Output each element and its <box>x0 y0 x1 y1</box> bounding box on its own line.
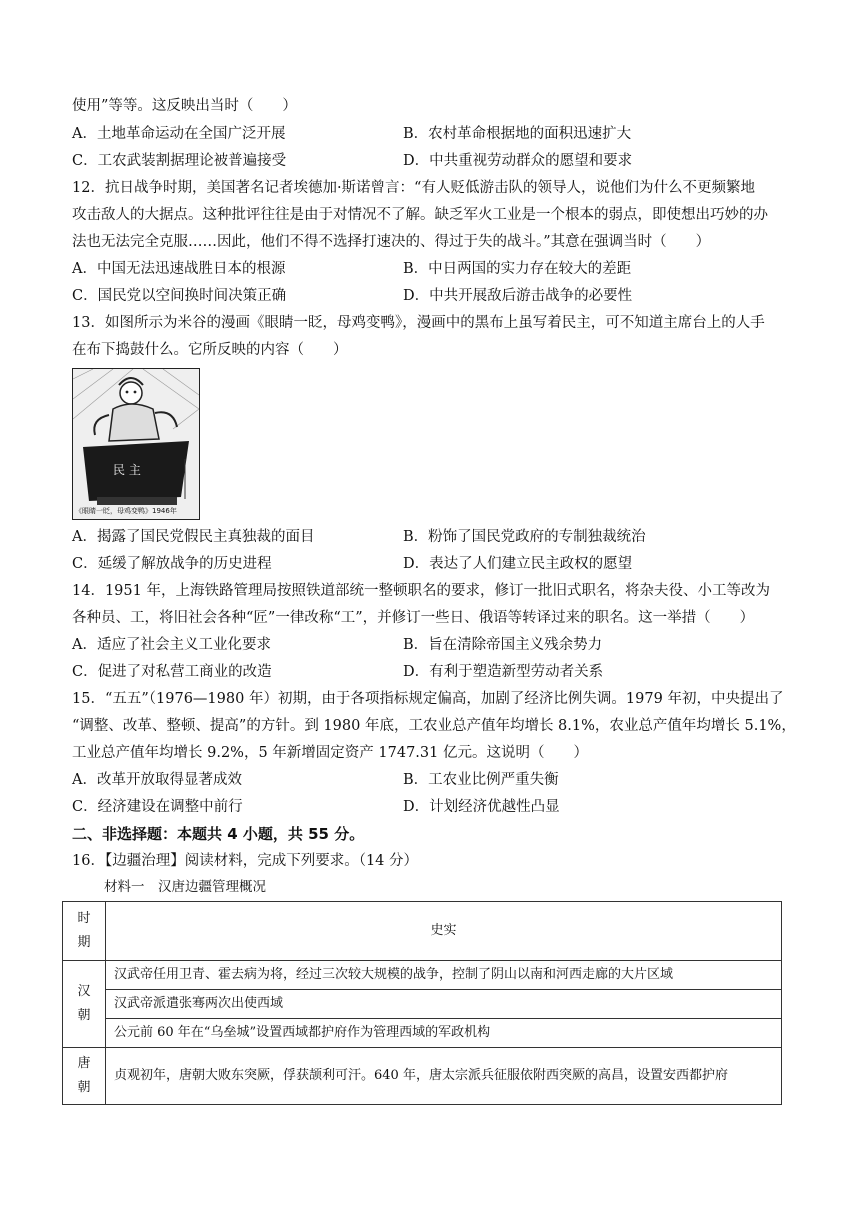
table-row <box>63 961 782 990</box>
era-han <box>63 961 106 1048</box>
q11-option-d: D．中共重视劳动群众的愿望和要求 <box>403 153 633 169</box>
q13-option-c: C．延缓了解放战争的历史进程 <box>72 556 272 572</box>
han-fact-2: 汉武帝派遣张骞两次出使西域 <box>106 990 782 1019</box>
q14-stem-line1: 14．1951 年，上海铁路管理局按照铁道部统一整顿职名的要求，修订一批旧式职名，将杂夫役、小工等改为 <box>72 583 770 599</box>
section-heading-nonchoice: 二、非选择题：本题共 4 小题，共 55 分。 <box>72 825 365 843</box>
table-row <box>63 990 782 1019</box>
material-title: 材料一 汉唐边疆管理概况 <box>104 879 266 895</box>
q15-option-d: D．计划经济优越性凸显 <box>403 799 560 815</box>
q14-option-b: B．旨在清除帝国主义残余势力 <box>403 637 603 653</box>
cartoon-drawing <box>73 369 199 519</box>
era-tang-char1: 唐 <box>77 1056 91 1071</box>
q11-option-c: C．工农武装割据理论被普遍接受 <box>72 153 287 169</box>
table-header-row <box>63 902 782 961</box>
q14-option-c: C．促进了对私营工商业的改造 <box>72 664 272 680</box>
q14-option-d: D．有利于塑造新型劳动者关系 <box>403 664 604 680</box>
q12-stem-line3: 法也无法完全克服……因此，他们不得不选择打速决的、得过于失的战斗。”其意在强调当时（ ） <box>72 234 711 250</box>
q11-option-a: A．土地革命运动在全国广泛开展 <box>72 126 286 142</box>
q12-stem-line2: 攻击敌人的大据点。这种批评往往是由于对情况不了解。缺乏军火工业是一个根本的弱点，即使想出巧妙的办 <box>72 207 768 223</box>
cartoon-caption: 《眼睛一眨，母鸡变鸭》1946年 <box>75 507 177 515</box>
svg-text:民 主: 民 主 <box>113 463 141 477</box>
tang-fact-1: 贞观初年，唐朝大败东突厥，俘获颉利可汗。640 年，唐太宗派兵征服依附西突厥的高昌，设置安西都护府 <box>106 1048 782 1105</box>
q12-option-a: A．中国无法迅速战胜日本的根源 <box>72 261 286 277</box>
q15-stem-line2: “调整、改革、整顿、提高”的方针。到 1980 年底，工农业总产值年均增长 8.1%，农业总产值年均增长 5.1%， <box>72 718 796 734</box>
table-row <box>63 1019 782 1048</box>
cartoon-image <box>72 368 200 520</box>
q15-option-b: B．工农业比例严重失衡 <box>403 772 559 788</box>
q14-stem-line2: 各种员、工，将旧社会各种“匠”一律改称“工”，并修订一些日、俄语等转译过来的职名。这一举措（ ） <box>72 610 755 626</box>
header-period-char1: 时 <box>77 911 91 926</box>
header-period-char2: 期 <box>77 935 91 950</box>
era-tang <box>63 1048 106 1105</box>
q15-option-a: A．改革开放取得显著成效 <box>72 772 242 788</box>
q13-option-d: D．表达了人们建立民主政权的愿望 <box>403 556 633 572</box>
han-fact-1: 汉武帝任用卫青、霍去病为将，经过三次较大规模的战争，控制了阴山以南和河西走廊的大片区域 <box>106 961 782 990</box>
era-han-char1: 汉 <box>77 984 91 999</box>
q15-option-c: C．经济建设在调整中前行 <box>72 799 243 815</box>
han-fact-3: 公元前 60 年在“乌垒城”设置西域都护府作为管理西域的军政机构 <box>106 1019 782 1048</box>
q13-option-b: B．粉饰了国民党政府的专制独裁统治 <box>403 529 646 545</box>
q12-option-b: B．中日两国的实力存在较大的差距 <box>403 261 632 277</box>
han-tang-border-table <box>62 901 782 1105</box>
era-han-char2: 朝 <box>77 1008 91 1023</box>
q13-stem-line1: 13．如图所示为米谷的漫画《眼睛一眨，母鸡变鸭》，漫画中的黑布上虽写着民主，可不知道主席台上的人手 <box>72 315 765 331</box>
q12-stem-line1: 12．抗日战争时期，美国著名记者埃德加·斯诺曾言：“有人贬低游击队的领导人，说他们为什么不更频繁地 <box>72 180 755 196</box>
q16-stem: 16．【边疆治理】阅读材料，完成下列要求。（14 分） <box>72 853 419 869</box>
q14-option-a: A．适应了社会主义工业化要求 <box>72 637 271 653</box>
era-tang-char2: 朝 <box>77 1080 91 1095</box>
q12-option-c: C．国民党以空间换时间决策正确 <box>72 288 287 304</box>
q15-stem-line1: 15．“五五”（1976—1980 年）初期，由于各项指标规定偏高，加剧了经济比例失调。1979 年初，中央提出了 <box>72 691 784 707</box>
q15-stem-line3: 工业总产值年均增长 9.2%，5 年新增固定资产 1747.31 亿元。这说明（ ） <box>72 745 588 761</box>
q13-option-a: A．揭露了国民党假民主真独裁的面目 <box>72 529 315 545</box>
q11-option-b: B．农村革命根据地的面积迅速扩大 <box>403 126 632 142</box>
q11-stem-tail: 使用”等等。这反映出当时（ ） <box>72 98 297 114</box>
q12-option-d: D．中共开展敌后游击战争的必要性 <box>403 288 633 304</box>
header-period <box>63 902 106 961</box>
q13-stem-line2: 在布下捣鼓什么。它所反映的内容（ ） <box>72 342 348 358</box>
header-facts: 史实 <box>106 902 782 961</box>
table-row <box>63 1048 782 1105</box>
